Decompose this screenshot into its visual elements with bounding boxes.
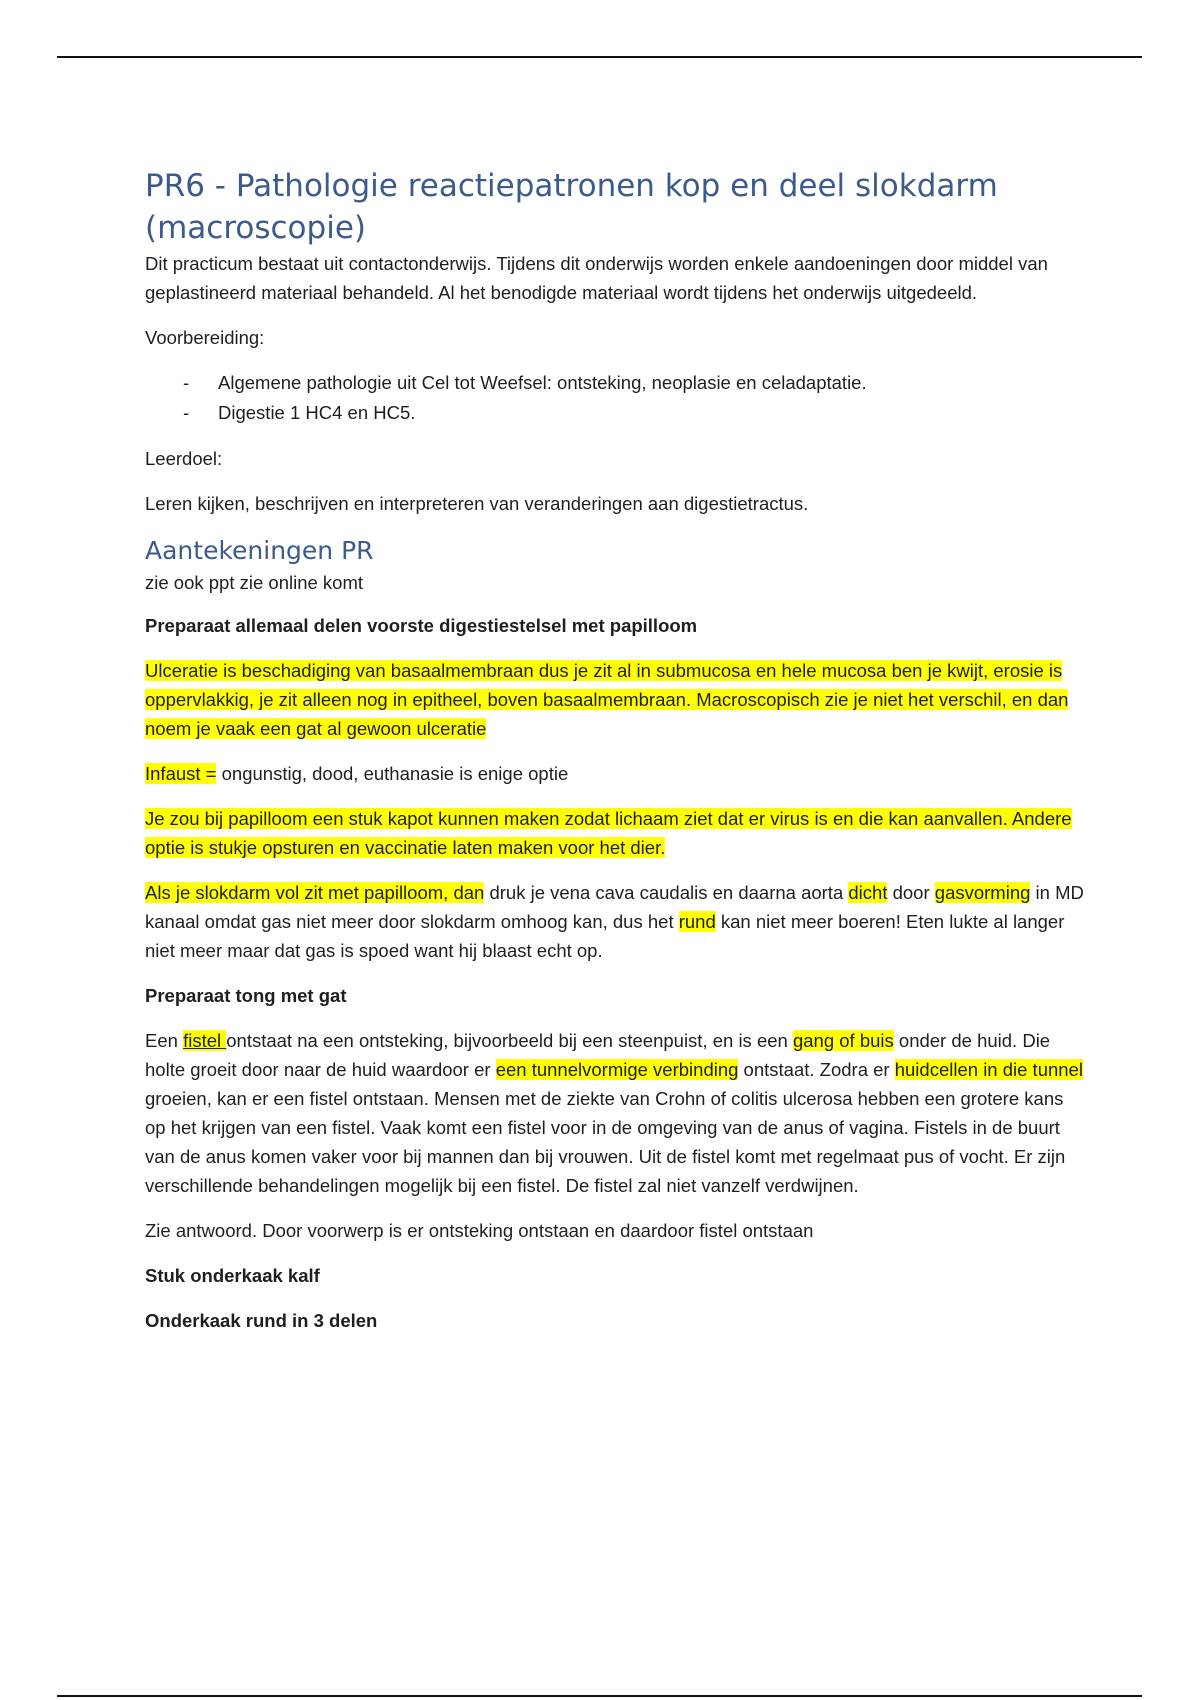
highlight: Infaust =	[145, 763, 217, 784]
leerdoel-label: Leerdoel:	[145, 448, 223, 469]
section-heading-aantekeningen: Aantekeningen PR	[145, 536, 374, 565]
leerdoel-text: Leren kijken, beschrijven en interpreteren van veranderingen aan digestietractus.	[145, 493, 809, 514]
highlight: dicht	[848, 882, 888, 903]
slokdarm-paragraph: Als je slokdarm vol zit met papilloom, dan druk je vena cava caudalis en daarna aorta dicht door gasvorming in MD kanaal omdat gas niet meer door slokdarm omhoog kan, dus het rund kan niet meer boeren! Eten lukte al langer niet meer maar dat gas is spoed want hij blaast echt op.	[145, 882, 1084, 961]
highlight: Als je slokdarm vol zit met papilloom, dan	[145, 882, 485, 903]
highlight: een tunnelvormige verbinding	[495, 1059, 739, 1080]
highlight: fistel	[183, 1030, 227, 1051]
antwoord-paragraph: Zie antwoord. Door voorwerp is er ontsteking ontstaan en daardoor fistel ontstaan	[145, 1220, 814, 1241]
list-item: - Digestie 1 HC4 en HC5.	[183, 398, 1085, 428]
highlight: rund	[678, 911, 716, 932]
bottom-rule	[57, 1695, 1142, 1697]
document-page	[145, 165, 1085, 1351]
infaust-paragraph: Infaust = ongunstig, dood, euthanasie is enige optie	[145, 763, 569, 784]
list-item: - Algemene pathologie uit Cel tot Weefsel: ontsteking, neoplasie en celadaptatie.	[183, 368, 1085, 398]
section-subtext: zie ook ppt zie online komt	[145, 572, 364, 593]
document-title: PR6 - Pathologie reactiepatronen kop en deel slokdarm (macroscopie)	[145, 168, 998, 246]
prep2-heading: Preparaat tong met gat	[145, 985, 347, 1006]
prep4-heading: Onderkaak rund in 3 delen	[145, 1310, 378, 1331]
highlight: gang of buis	[792, 1030, 894, 1051]
highlight: Ulceratie is beschadiging van basaalmembraan dus je zit al in submucosa en hele mucosa ben je kwijt, erosie is oppervlakkig, je zit alleen nog in epitheel, boven basaalmembraan. Macroscopisch zie je niet het verschil, en dan noem je vaak een gat al gewoon ulceratie	[145, 660, 1069, 739]
highlight: huidcellen in die tunnel	[894, 1059, 1083, 1080]
voorbereiding-list	[145, 368, 1085, 428]
ulceratie-paragraph	[145, 656, 1085, 743]
papilloom-paragraph	[145, 804, 1085, 862]
highlight: Je zou bij papilloom een stuk kapot kunnen maken zodat lichaam ziet dat er virus is en die kan aanvallen. Andere optie is stukje opsturen en vaccinatie laten maken voor het dier.	[145, 808, 1072, 858]
prep3-heading: Stuk onderkaak kalf	[145, 1265, 320, 1286]
fistel-paragraph: Een fistel ontstaat na een ontsteking, bijvoorbeeld bij een steenpuist, en is een gang of buis onder de huid. Die holte groeit door naar de huid waardoor er een tunnelvormige verbinding ontstaat. Zodra er huidcellen in die tunnel groeien, kan er een fistel ontstaan. Mensen met de ziekte van Crohn of colitis ulcerosa hebben een grotere kans op het krijgen van een fistel. Vaak komt een fistel voor in de omgeving van de anus of vagina. Fistels in de buurt van de anus komen vaker voor bij mannen dan bij vrouwen. Uit de fistel komt met regelmaat pus of vocht. Er zijn verschillende behandelingen mogelijk bij een fistel. De fistel zal niet vanzelf verdwijnen.	[145, 1030, 1083, 1196]
voorbereiding-label: Voorbereiding:	[145, 327, 265, 348]
intro-paragraph: Dit practicum bestaat uit contactonderwijs. Tijdens dit onderwijs worden enkele aandoeningen door middel van geplastineerd materiaal behandeld. Al het benodigde materiaal wordt tijdens het onderwijs uitgedeeld.	[145, 253, 1048, 303]
prep1-heading: Preparaat allemaal delen voorste digestiestelsel met papilloom	[145, 615, 698, 636]
highlight: gasvorming	[934, 882, 1031, 903]
top-rule	[57, 56, 1142, 58]
